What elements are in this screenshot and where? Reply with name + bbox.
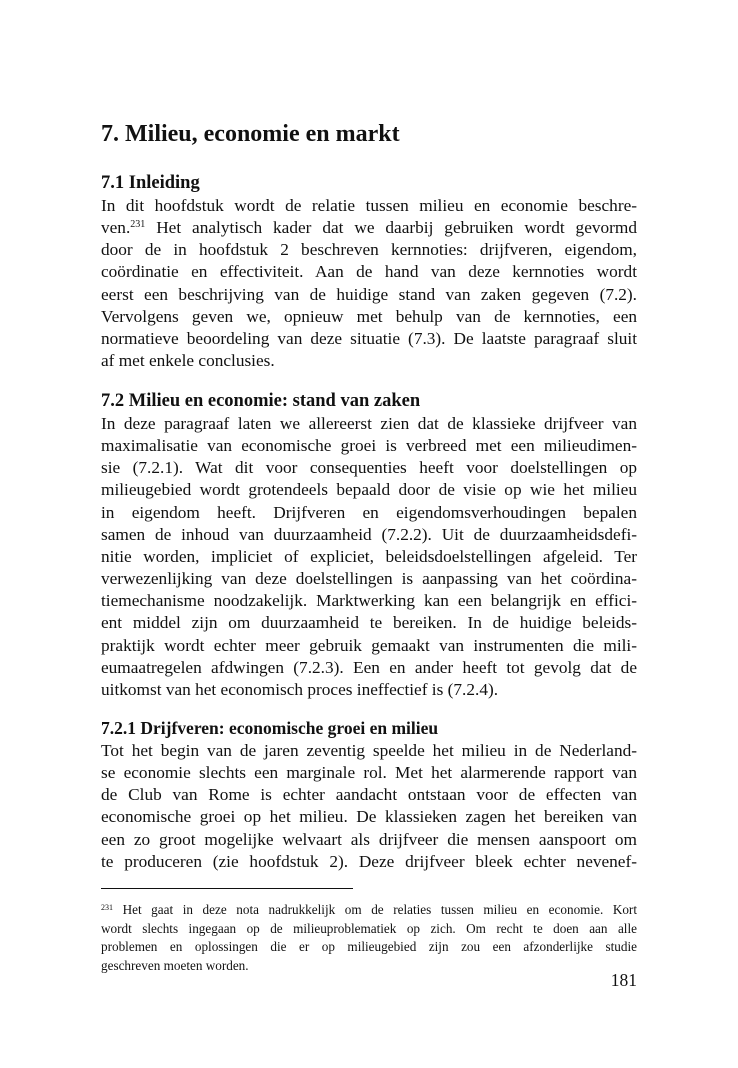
text-fragment: Het gaat in deze nota nadrukkelijk om de relaties tussen milieu en economie. Kort — [113, 902, 637, 917]
section-7-2-1 — [101, 717, 637, 873]
chapter-title: 7. Milieu, economie en markt — [101, 121, 400, 147]
text-line: In deze paragraaf laten we allereerst zien dat de klassieke drijfveer van — [101, 414, 637, 433]
text-fragment: ven. — [101, 218, 131, 238]
text-line: In dit hoofdstuk wordt de relatie tussen milieu en economie beschre- — [101, 196, 637, 215]
section-heading: 7.2 Milieu en economie: stand van zaken — [101, 391, 421, 411]
footnote-number: 231 — [101, 903, 113, 912]
text-line: Tot het begin van de jaren zeventig speelde het milieu in de Nederland- — [101, 741, 637, 760]
text-line: maximalisatie van economische groei is verbreed met een milieudimen- — [101, 436, 637, 456]
section-paragraph — [101, 740, 637, 873]
text-line: te produceren (zie hoofdstuk 2). Deze drijfveer bleek echter nevenef- — [101, 851, 637, 871]
footnote-divider — [101, 888, 353, 889]
text-line: een zo groot mogelijke welvaart als drijfveer die mensen aanspoort om — [101, 829, 637, 849]
text-line: normatieve beoordeling van deze situatie (7.3). De laatste paragraaf sluit — [101, 328, 637, 348]
text-line: in eigendom heeft. Drijfveren en eigendomsverhoudingen bepalen — [101, 502, 637, 522]
text-line: af met enkele conclusies. — [101, 351, 275, 371]
footnote-line — [101, 901, 637, 920]
section-heading: 7.1 Inleiding — [101, 173, 200, 193]
text-line: praktijk wordt echter meer gebruik gemaakt van instrumenten die mili- — [101, 635, 637, 655]
text-line: nitie worden, impliciet of expliciet, beleidsdoelstellingen afgeleid. Ter — [101, 546, 637, 566]
section-paragraph — [101, 195, 637, 372]
text-line: eerst een beschrijving van de huidige stand van zaken gegeven (7.2). — [101, 284, 637, 304]
footnote-line: geschreven moeten worden. — [101, 958, 249, 974]
text-fragment: Het analytisch kader dat we daarbij gebruiken wordt gevormd — [145, 218, 637, 238]
footnote-line: wordt slechts ingegaan op de milieuproblematiek op zich. Om recht te doen aan alle — [101, 920, 637, 936]
text-line: economische groei op het milieu. De klassieken zagen het bereiken van — [101, 807, 637, 827]
text-line: ent middel zijn om duurzaamheid te bereiken. In de huidige beleids- — [101, 613, 637, 633]
text-line — [101, 217, 637, 239]
page-number: 181 — [610, 970, 637, 990]
text-line: verwezenlijking van deze doelstellingen is aanpassing van het coördina- — [101, 569, 637, 589]
text-line: tiemechanisme noodzakelijk. Marktwerking kan een belangrijk en effici- — [101, 591, 637, 611]
subsection-heading: 7.2.1 Drijfveren: economische groei en milieu — [101, 718, 439, 738]
text-line: door de in hoofdstuk 2 beschreven kernnoties: drijfveren, eigendom, — [101, 240, 637, 260]
section-7-1 — [101, 172, 637, 372]
footnote-line: problemen en oplossingen die er op milieugebied zijn zou een afzonderlijke studie — [101, 939, 637, 955]
section-paragraph — [101, 413, 637, 701]
footnote-ref[interactable]: 231 — [130, 219, 146, 231]
text-line: coördinatie en effectiviteit. Aan de hand van deze kernnoties wordt — [101, 262, 637, 282]
text-line: uitkomst van het economisch proces ineffectief is (7.2.4). — [101, 679, 499, 699]
text-line: se economie slechts een marginale rol. Met het alarmerende rapport van — [101, 763, 637, 783]
section-7-2 — [101, 390, 637, 701]
text-line: samen de inhoud van duurzaamheid (7.2.2). Uit de duurzaamheidsdefi- — [101, 524, 637, 544]
text-line: Vervolgens geven we, opnieuw met behulp van de kernnoties, een — [101, 306, 637, 326]
text-line: eumaatregelen afdwingen (7.2.3). Een en ander heeft tot gevolg dat de — [101, 657, 637, 677]
text-line: milieugebied wordt grotendeels bepaald door de visie op wie het milieu — [101, 480, 637, 500]
text-line: de Club van Rome is echter aandacht ontstaan voor de effecten van — [101, 785, 637, 805]
footnote — [101, 901, 637, 976]
text-line: sie (7.2.1). Wat dit voor consequenties heeft voor doelstellingen op — [101, 458, 637, 478]
